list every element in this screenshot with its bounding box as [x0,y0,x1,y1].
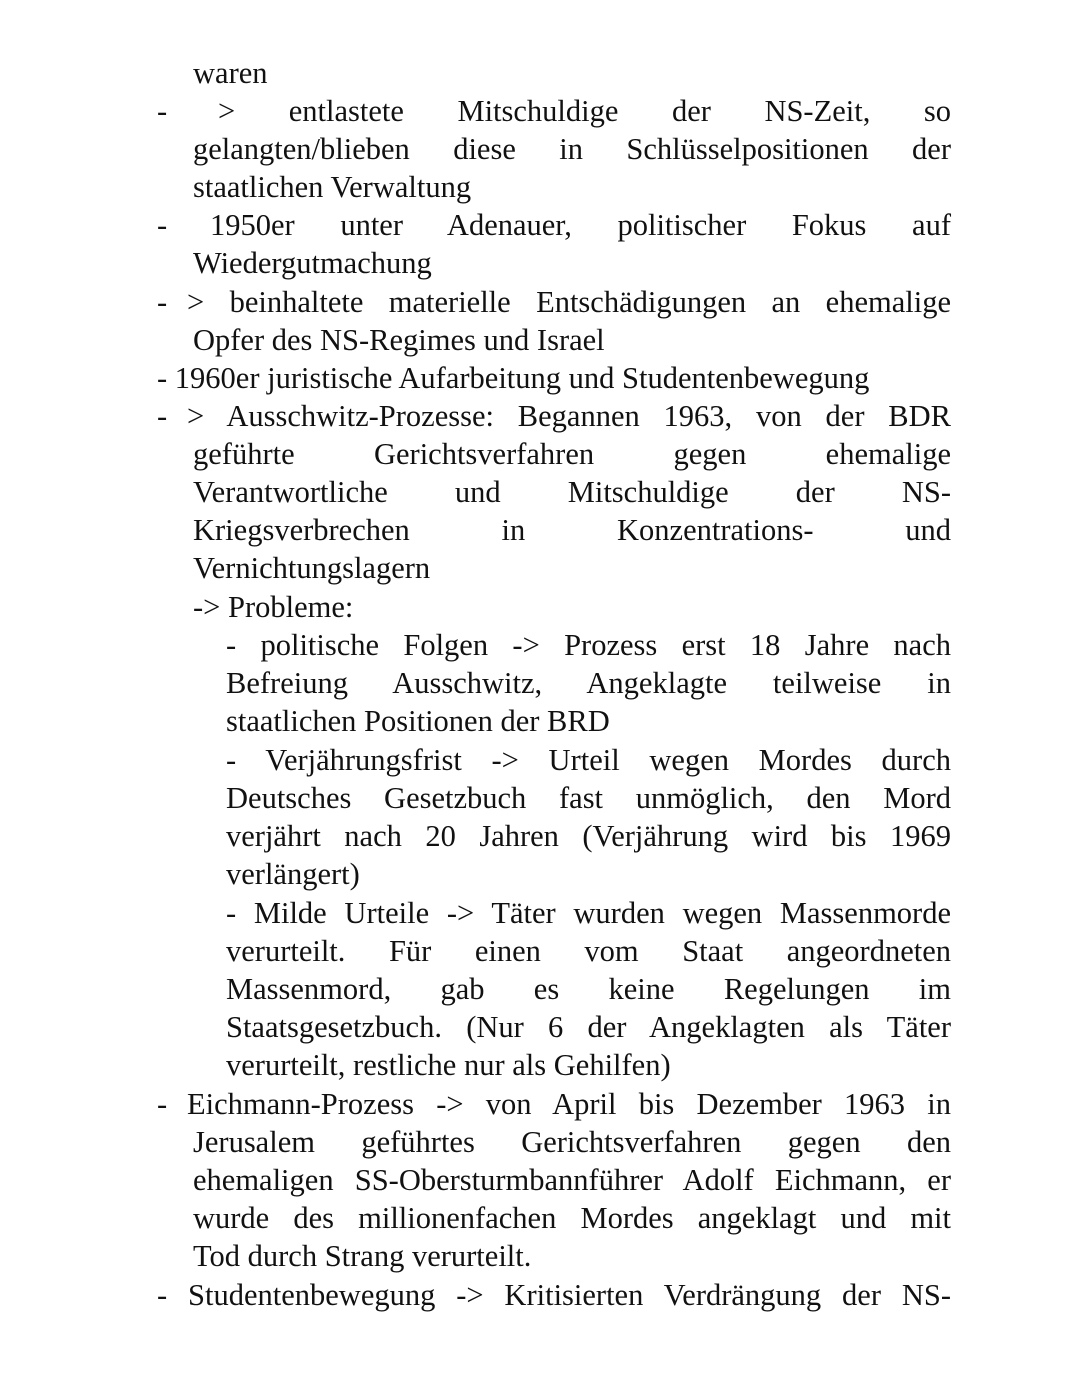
text-line: Vernichtungslagern [193,551,431,585]
text-line: Eichmann-Prozess -> von April bis Dezember 1963 in [187,1087,951,1121]
text-line: > beinhaltete materielle Entschädigungen an ehemalige [187,285,951,319]
text-line: -> Probleme: [193,590,354,624]
text-line: Staatsgesetzbuch. (Nur 6 der Angeklagten als Täter [226,1010,951,1044]
text-line: geführte Gerichtsverfahren gegen ehemalige [193,437,951,471]
text-line: Kriegsverbrechen in Konzentrations- und [193,513,951,547]
text-line: Verantwortliche und Mitschuldige der NS- [193,475,951,509]
text-line: Befreiung Ausschwitz, Angeklagte teilweise in [226,666,951,700]
text-line: - Verjährungsfrist -> Urteil wegen Mordes durch [226,743,951,777]
text-line: gelangten/blieben diese in Schlüsselpositionen der [193,132,951,166]
text-line: Jerusalem geführtes Gerichtsverfahren gegen den [193,1125,951,1159]
bullet-dash: - [157,285,168,319]
text-line: staatlichen Verwaltung [193,170,472,204]
text-line: Opfer des NS-Regimes und Israel [193,323,605,357]
text-line: verlängert) [226,857,360,891]
text-line: verurteilt, restliche nur als Gehilfen) [226,1048,671,1082]
text-line: > entlastete Mitschuldige der NS-Zeit, so [218,94,951,128]
text-line: - politische Folgen -> Prozess erst 18 Jahre nach [226,628,951,662]
text-line: Tod durch Strang verurteilt. [193,1239,532,1273]
text-line: ehemaligen SS-Obersturmbannführer Adolf Eichmann, er [193,1163,951,1197]
bullet-dash: - [157,399,168,433]
text-line: waren [193,56,268,90]
text-line: - Studentenbewegung -> Kritisierten Verdrängung der NS- [157,1278,951,1312]
text-line: verurteilt. Für einen vom Staat angeordneten [226,934,951,968]
text-line: 1950er unter Adenauer, politischer Fokus auf [210,208,951,242]
text-line: Wiedergutmachung [193,246,432,280]
text-line: - Milde Urteile -> Täter wurden wegen Massenmorde [226,896,951,930]
bullet-dash: - [157,94,168,128]
text-line: Massenmord, gab es keine Regelungen im [226,972,951,1006]
bullet-dash: - [157,208,168,242]
text-line: verjährt nach 20 Jahren (Verjährung wird bis 1969 [226,819,951,853]
text-line: staatlichen Positionen der BRD [226,704,610,738]
text-line: - 1960er juristische Aufarbeitung und Studentenbewegung [157,361,870,395]
text-line: Deutsches Gesetzbuch fast unmöglich, den Mord [226,781,951,815]
text-line: wurde des millionenfachen Mordes angeklagt und mit [193,1201,951,1235]
bullet-dash: - [157,1087,168,1121]
text-line: > Ausschwitz-Prozesse: Begannen 1963, von der BDR [187,399,951,433]
